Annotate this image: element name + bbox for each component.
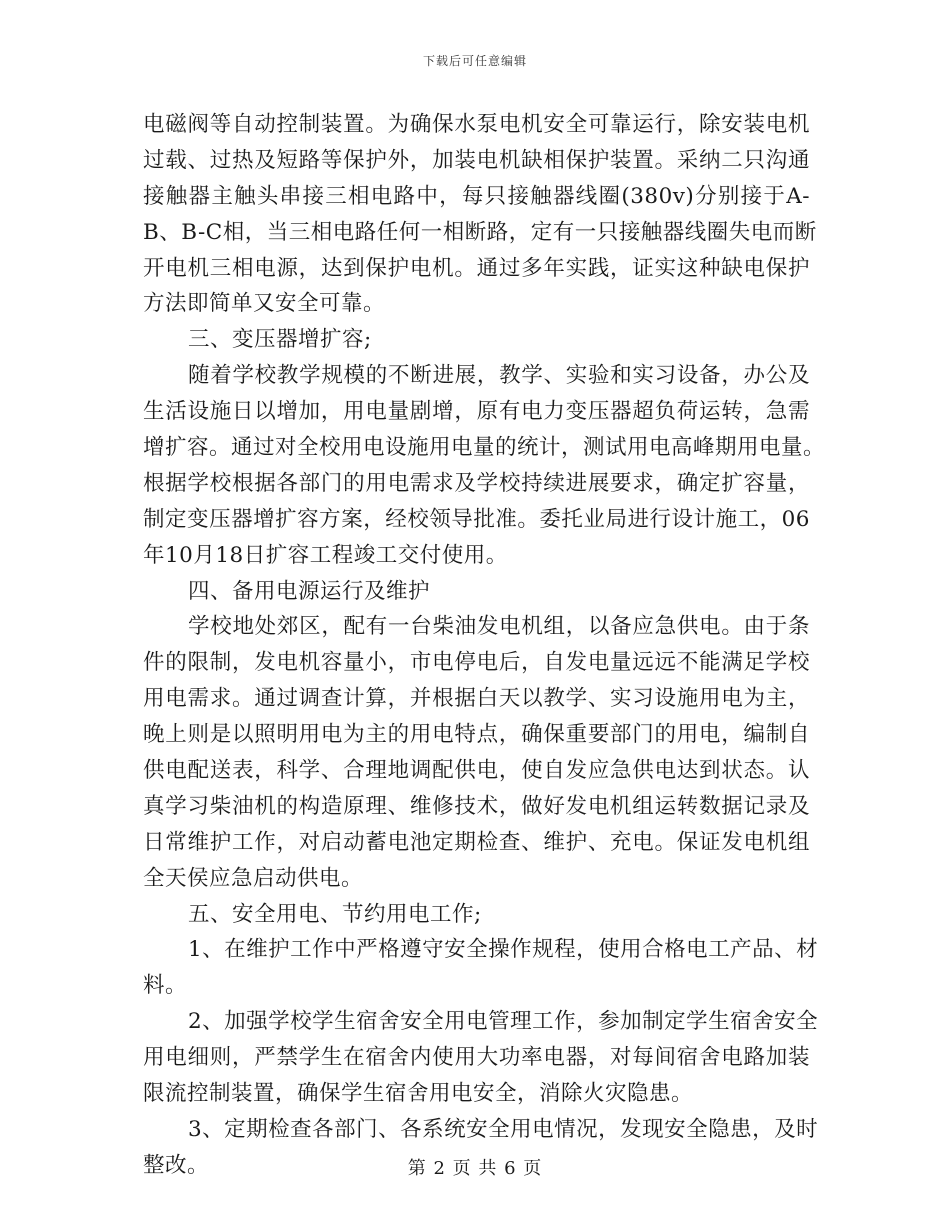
- body-line: 方法即简单又安全可靠。: [143, 291, 386, 317]
- body-line: 晚上则是以照明用电为主的用电特点，确保重要部门的用电，编制自: [143, 722, 810, 748]
- body-line: 用电需求。通过调查计算，并根据白天以教学、实习设施用电为主，: [143, 686, 810, 712]
- body-line: 件的限制，发电机容量小，市电停电后，自发电量远远不能满足学校: [143, 650, 810, 676]
- body-line: 全天侯应急启动供电。: [143, 865, 364, 891]
- section-heading: 三、变压器增扩容;: [188, 327, 372, 353]
- body-line: 电磁阀等自动控制装置。为确保水泵电机安全可靠运行，除安装电机: [143, 112, 810, 137]
- list-item-line: 2、加强学校学生宿舍安全用电管理工作，参加制定学生宿舍安全: [188, 1009, 819, 1035]
- section-heading: 五、安全用电、节约用电工作;: [188, 901, 482, 927]
- list-item-line: 整改。: [143, 1152, 210, 1178]
- body-line: 开电机三相电源，达到保护电机。通过多年实践，证实这种缺电保护: [143, 255, 810, 281]
- body-line: 增扩容。通过对全校用电设施用电量的统计，测试用电高峰期用电量。: [143, 435, 826, 461]
- section-heading: 四、备用电源运行及维护: [188, 578, 431, 604]
- body-line: 过载、过热及短路等保护外，加装电机缺相保护装置。采纳二只沟通: [143, 147, 810, 173]
- body-line: 生活设施日以增加，用电量剧增，原有电力变压器超负荷运转，急需: [143, 399, 810, 425]
- body-line: 根据学校根据各部门的用电需求及学校持续进展要求，确定扩容量，: [143, 470, 810, 496]
- body-line: 接触器主触头串接三相电路中，每只接触器线圈(380v)分别接于A-: [143, 183, 810, 209]
- list-item-line: 用电细则，严禁学生在宿舍内使用大功率电器，对每间宿舍电路加装: [143, 1045, 810, 1071]
- page-header: 下载后可任意编辑: [422, 54, 527, 68]
- body-line: 日常维护工作，对启动蓄电池定期检查、维护、充电。保证发电机组: [143, 829, 810, 855]
- list-item-line: 限流控制装置，确保学生宿舍用电安全，消除火灾隐患。: [143, 1081, 694, 1107]
- body-line: 年10月18日扩容工程竣工交付使用。: [143, 542, 508, 568]
- body-line: 学校地处郊区，配有一台柴油发电机组，以备应急供电。由于条: [188, 614, 810, 640]
- body-line: 制定变压器增扩容方案，经校领导批准。委托业局进行设计施工，06: [143, 506, 810, 532]
- body-line: B、B-C相，当三相电路任何一相断路，定有一只接触器线圈失电而断: [143, 219, 817, 245]
- list-item-line: 3、定期检查各部门、各系统安全用电情况，发现安全隐患，及时: [188, 1116, 819, 1142]
- body-line: 随着学校教学规模的不断进展，教学、实验和实习设备，办公及: [188, 363, 810, 389]
- document-body: [143, 107, 826, 1184]
- page-number: 第 2 页 共 6 页: [407, 1158, 543, 1179]
- list-item-line: 料。: [143, 973, 188, 999]
- body-line: 真学习柴油机的构造原理、维修技术，做好发电机组运转数据记录及: [143, 793, 810, 819]
- body-line: 供电配送表，科学、合理地调配供电，使自发应急供电达到状态。认: [143, 758, 810, 784]
- list-item-line: 1、在维护工作中严格遵守安全操作规程，使用合格电工产品、材: [188, 937, 819, 963]
